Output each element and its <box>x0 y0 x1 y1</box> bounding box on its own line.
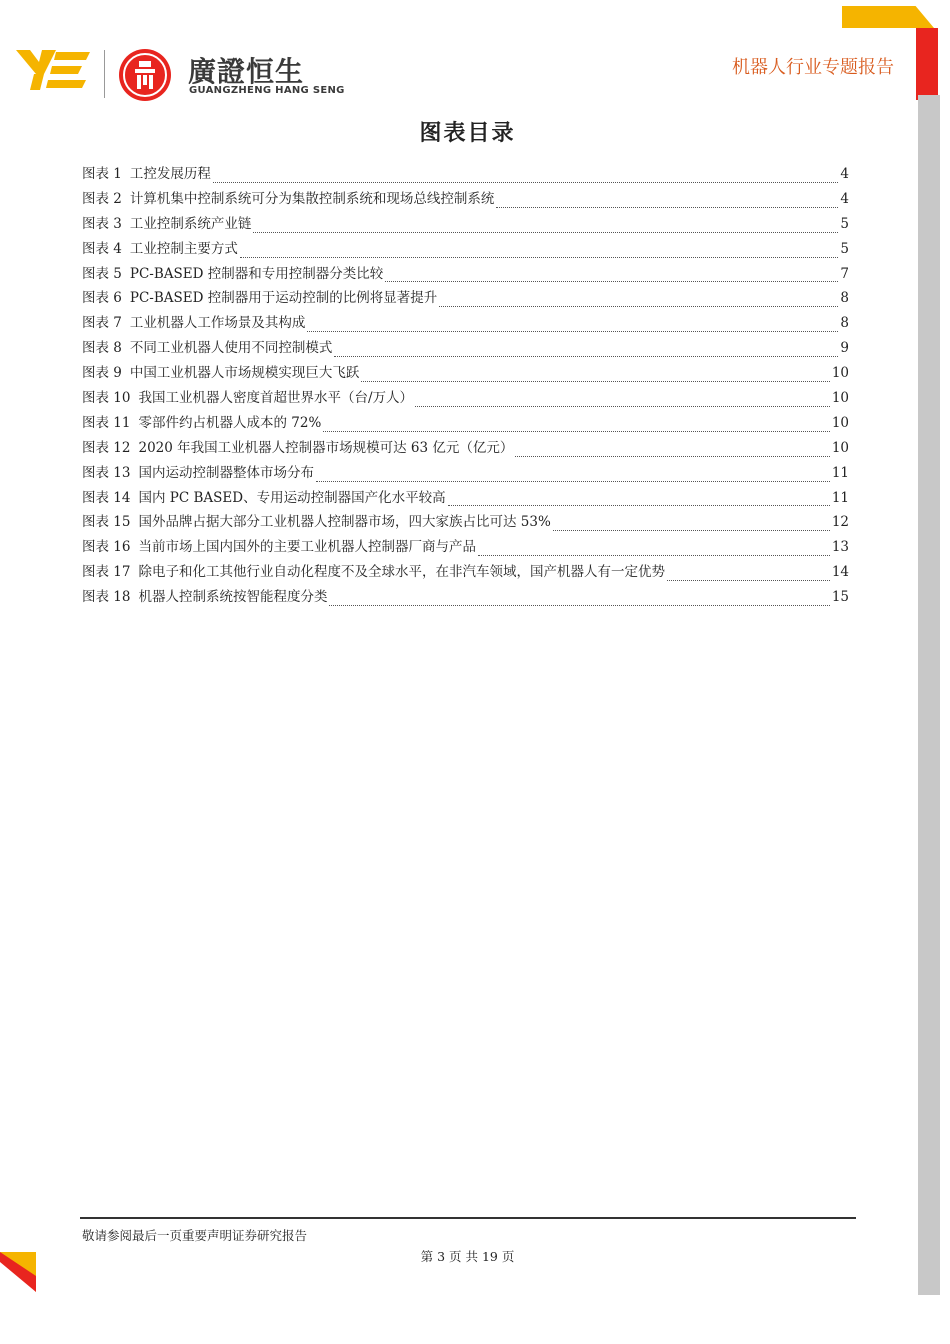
page-number: 第 3 页 共 19 页 <box>420 1249 515 1264</box>
toc-item[interactable] <box>82 461 849 486</box>
toc-leader <box>323 430 830 432</box>
toc-leader <box>316 480 830 482</box>
toc-page: 15 <box>831 589 849 606</box>
toc-label: 图表 1 <box>82 166 122 182</box>
toc-page: 14 <box>831 564 849 581</box>
toc-item[interactable] <box>82 237 849 262</box>
toc-item[interactable] <box>82 286 849 311</box>
toc-item[interactable] <box>82 436 849 461</box>
toc-item[interactable] <box>82 486 849 511</box>
top-right-yellow-decor <box>842 6 934 28</box>
toc-item[interactable] <box>82 311 849 336</box>
toc-page: 12 <box>831 514 849 531</box>
toc-title: 我国工业机器人密度首超世界水平（台/万人） <box>138 390 414 407</box>
toc-title: 工业机器人工作场景及其构成 <box>129 315 306 332</box>
toc-leader <box>385 280 838 282</box>
toc-leader <box>448 504 830 506</box>
toc-leader <box>329 604 829 606</box>
footer-disclaimer: 敬请参阅最后一页重要声明证券研究报告 <box>82 1228 308 1243</box>
toc-label: 图表 11 <box>82 414 131 431</box>
toc-title: 国外品牌占据大部分工业机器人控制器市场，四大家族占比可达 53% <box>138 514 551 531</box>
company-seal-icon <box>118 48 172 102</box>
toc-label: 图表 8 <box>82 340 122 357</box>
right-red-bar <box>916 28 938 100</box>
toc-page: 10 <box>831 414 849 431</box>
toc-title: 零部件约占机器人成本的 72% <box>138 414 322 431</box>
toc-page: 11 <box>831 489 849 506</box>
toc-leader <box>307 330 838 332</box>
toc-title: 除电子和化工其他行业自动化程度不及全球水平，在非汽车领域，国产机器人有一定优势 <box>138 564 665 581</box>
company-name-en: GUANGZHENG HANG SENG <box>189 85 345 96</box>
toc-title: PC-BASED 控制器和专用控制器分类比较 <box>129 265 384 282</box>
toc-leader <box>478 554 830 556</box>
report-title: 机器人行业专题报告 <box>732 57 894 78</box>
toc-list <box>82 162 849 610</box>
toc-page: 10 <box>831 390 849 407</box>
toc-leader <box>253 231 838 233</box>
toc-page: 9 <box>840 340 849 357</box>
toc-item[interactable] <box>82 361 849 386</box>
toc-title: 当前市场上国内国外的主要工业机器人控制器厂商与产品 <box>138 539 476 556</box>
toc-label: 图表 7 <box>82 315 122 332</box>
toc-title: 工业控制主要方式 <box>129 240 238 257</box>
toc-page: 5 <box>840 240 849 257</box>
toc-page: 8 <box>840 290 849 307</box>
toc-leader <box>515 455 829 457</box>
toc-title: 中国工业机器人市场规模实现巨大飞跃 <box>129 365 360 382</box>
toc-page: 10 <box>831 365 849 382</box>
toc-leader <box>213 181 839 183</box>
toc-label: 图表 15 <box>82 514 131 531</box>
company-name: 廣證恒生 <box>188 55 305 88</box>
toc-title: 2020 年我国工业机器人控制器市场规模可达 63 亿元（亿元） <box>138 439 514 456</box>
toc-label: 图表 16 <box>82 539 131 556</box>
toc-page: 5 <box>840 215 849 232</box>
toc-page: 13 <box>831 539 849 556</box>
toc-title: 工业控制系统产业链 <box>129 215 252 232</box>
toc-label: 图表 5 <box>82 265 122 282</box>
toc-item[interactable] <box>82 212 849 237</box>
toc-label: 图表 14 <box>82 489 131 506</box>
toc-title: 不同工业机器人使用不同控制模式 <box>129 340 333 357</box>
toc-title: 工控发展历程 <box>129 166 211 182</box>
toc-page: 8 <box>840 315 849 332</box>
toc-label: 图表 10 <box>82 390 131 407</box>
toc-leader <box>553 529 830 531</box>
toc-page: 7 <box>840 265 849 282</box>
ye-logo-icon <box>16 48 90 92</box>
toc-leader <box>667 579 830 581</box>
toc-item[interactable] <box>82 262 849 287</box>
toc-item[interactable] <box>82 411 849 436</box>
toc-label: 图表 6 <box>82 290 122 307</box>
toc-label: 图表 2 <box>82 190 122 207</box>
toc-item[interactable] <box>82 535 849 560</box>
toc-item[interactable] <box>82 585 849 610</box>
toc-label: 图表 17 <box>82 564 131 581</box>
toc-label: 图表 3 <box>82 215 122 232</box>
toc-item[interactable] <box>82 162 849 187</box>
toc-title: 计算机集中控制系统可分为集散控制系统和现场总线控制系统 <box>129 190 495 207</box>
toc-item[interactable] <box>82 187 849 212</box>
toc-page: 4 <box>840 166 849 182</box>
toc-page: 10 <box>831 439 849 456</box>
right-gray-bar <box>918 95 940 1295</box>
toc-leader <box>496 206 838 208</box>
toc-title: PC-BASED 控制器用于运动控制的比例将显著提升 <box>129 290 438 307</box>
toc-leader <box>439 305 838 307</box>
toc-page: 11 <box>831 464 849 481</box>
toc-label: 图表 18 <box>82 589 131 606</box>
page-title: 图表目录 <box>419 120 516 146</box>
toc-item[interactable] <box>82 386 849 411</box>
toc-leader <box>415 405 830 407</box>
toc-item[interactable] <box>82 560 849 585</box>
toc-title: 国内运动控制器整体市场分布 <box>138 464 314 481</box>
toc-leader <box>361 380 829 382</box>
toc-label: 图表 12 <box>82 439 131 456</box>
toc-item[interactable] <box>82 510 849 535</box>
toc-label: 图表 13 <box>82 464 131 481</box>
logo-divider <box>104 50 105 98</box>
toc-leader <box>334 355 838 357</box>
toc-leader <box>240 256 839 258</box>
toc-title: 国内 PC BASED、专用运动控制器国产化水平较高 <box>138 489 446 506</box>
toc-page: 4 <box>840 190 849 207</box>
toc-title: 机器人控制系统按智能程度分类 <box>138 589 328 606</box>
toc-label: 图表 9 <box>82 365 122 382</box>
footer-divider <box>80 1217 856 1219</box>
toc-item[interactable] <box>82 336 849 361</box>
toc-label: 图表 4 <box>82 240 122 257</box>
